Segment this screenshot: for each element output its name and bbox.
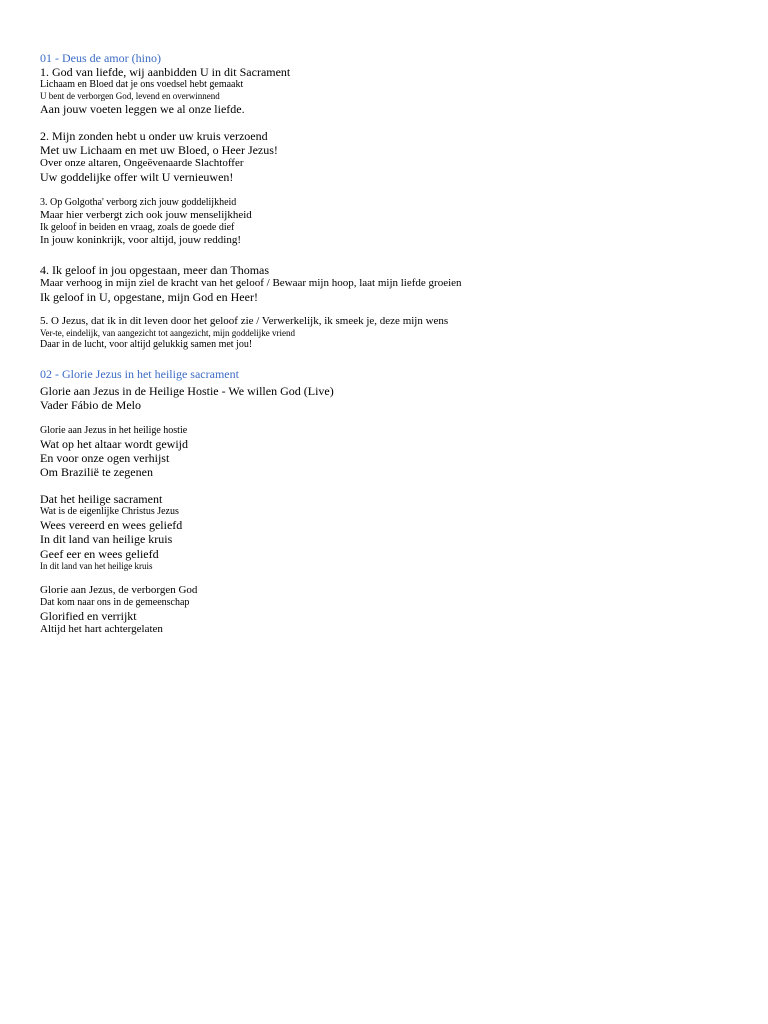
lyric-line: Aan jouw voeten leggen we al onze liefde. <box>40 101 245 116</box>
lyric-line: Uw goddelijke offer wilt U vernieuwen! <box>40 170 234 185</box>
lyric-line: Maar hier verbergt zich ook jouw menselijkheid <box>40 209 252 222</box>
lyric-line: 1. God van liefde, wij aanbidden U in dit Sacrament <box>40 65 291 80</box>
lyric-line: Dat kom naar ons in de gemeenschap <box>40 597 190 609</box>
lyric-line: Daar in de lucht, voor altijd gelukkig samen met jou! <box>40 338 253 350</box>
lyric-line: Ver-te, eindelijk, van aangezicht tot aangezicht, mijn goddelijke vriend <box>40 328 295 339</box>
lyric-line: En voor onze ogen verhijst <box>40 450 170 465</box>
lyric-line: Wees vereerd en wees geliefd <box>40 518 183 533</box>
song-artist: Vader Fábio de Melo <box>40 397 141 412</box>
lyric-line: Ik geloof in beiden en vraag, zoals de goede dief <box>40 222 235 234</box>
lyric-line: In dit land van het heilige kruis <box>40 560 153 571</box>
lyric-line: 4. Ik geloof in jou opgestaan, meer dan Thomas <box>40 262 270 277</box>
lyric-line: Over onze altaren, Ongeëvenaarde Slachtoffer <box>40 157 244 170</box>
lyric-line: In dit land van heilige kruis <box>40 532 173 547</box>
lyric-line: Glorified en verrijkt <box>40 609 137 624</box>
lyric-line: Altijd het hart achtergelaten <box>40 623 163 636</box>
lyric-line: Om Brazilië te zegenen <box>40 465 153 480</box>
song-title: 01 - Deus de amor (hino) <box>40 51 161 65</box>
lyric-line: Glorie aan Jezus in het heilige hostie <box>40 424 188 436</box>
lyric-line: 5. O Jezus, dat ik in dit leven door het geloof zie / Verwerkelijk, ik smeek je, deze mijn wens <box>40 315 449 328</box>
lyric-line: Glorie aan Jezus, de verborgen God <box>40 584 198 597</box>
lyric-line: Ik geloof in U, opgestane, mijn God en Heer! <box>40 289 258 304</box>
lyric-line: Maar verhoog in mijn ziel de kracht van het geloof / Bewaar mijn hoop, laat mijn liefde groeien <box>40 277 462 289</box>
lyric-line: 2. Mijn zonden hebt u onder uw kruis verzoend <box>40 128 268 143</box>
song-subtitle: Glorie aan Jezus in de Heilige Hostie - We willen God (Live) <box>40 383 334 398</box>
song-title: 02 - Glorie Jezus in het heilige sacrament <box>40 366 239 381</box>
lyric-line: Met uw Lichaam en met uw Bloed, o Heer Jezus! <box>40 143 278 158</box>
lyric-line: Lichaam en Bloed dat je ons voedsel hebt gemaakt <box>40 79 244 91</box>
lyric-line: 3. Op Golgotha' verborg zich jouw goddelijkheid <box>40 197 237 209</box>
lyric-line: Wat op het altaar wordt gewijd <box>40 436 188 451</box>
lyric-line: In jouw koninkrijk, voor altijd, jouw redding! <box>40 233 242 246</box>
lyric-line: Geef eer en wees geliefd <box>40 546 159 561</box>
lyric-line: U bent de verborgen God, levend en overwinnend <box>40 91 220 102</box>
lyric-line: Dat het heilige sacrament <box>40 492 163 507</box>
lyric-line: Wat is de eigenlijke Christus Jezus <box>40 506 179 518</box>
document-body <box>40 51 740 636</box>
